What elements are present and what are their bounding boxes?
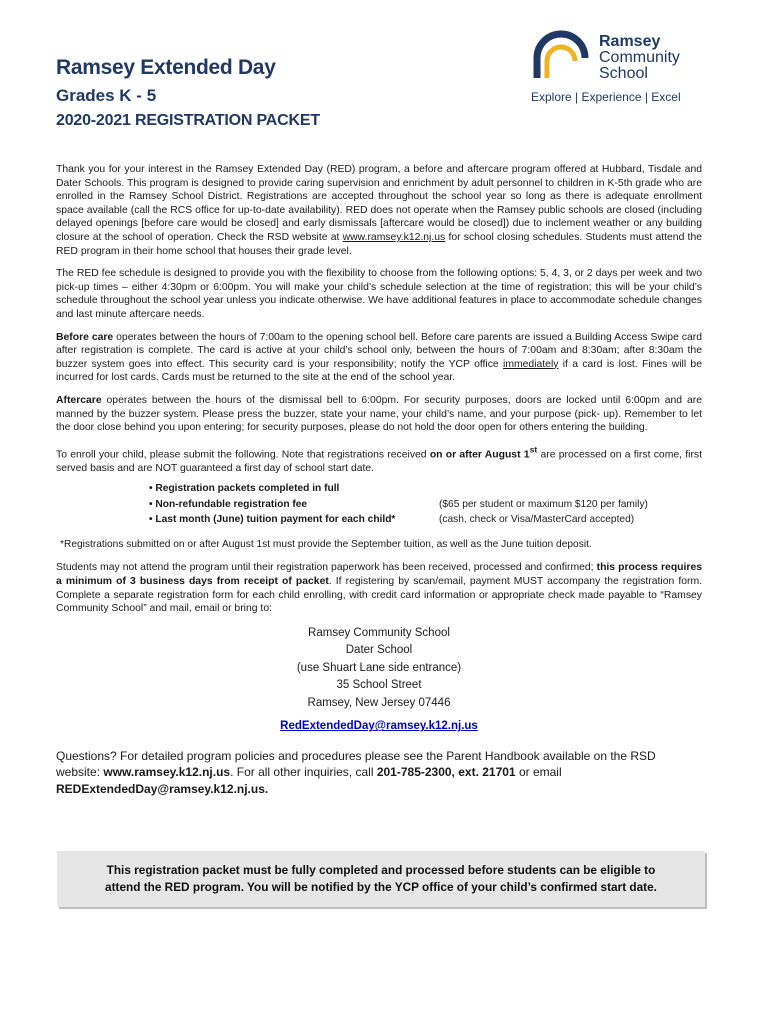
- requirement-item: • Non-refundable registration fee: [149, 498, 308, 510]
- website-text: www.ramsey.k12.nj.us: [103, 765, 231, 780]
- email-link[interactable]: RedExtendedDay@ramsey.k12.nj.us: [280, 720, 478, 733]
- logo-name-line1: Ramsey: [599, 33, 661, 50]
- banner-line: This registration packet must be fully completed and processed before students can be eligible to: [106, 863, 656, 877]
- aftercare-label: Aftercare: [56, 394, 102, 406]
- process-paragraph: [56, 561, 702, 615]
- aftercare-paragraph: [56, 394, 702, 435]
- rsd-website-link[interactable]: www.ramsey.k12.nj.us: [342, 231, 446, 243]
- questions-text-mid: . For all other inquiries, call: [230, 765, 377, 780]
- list-item: [149, 497, 702, 513]
- requirements-list: [149, 481, 702, 528]
- process-text: Students may not attend the program until their registration paperwork has been received, processed and confirmed;: [56, 562, 597, 574]
- address-line: 35 School Street: [336, 679, 422, 692]
- requirement-note: (cash, check or Visa/MasterCard accepted): [439, 514, 635, 526]
- fee-schedule-paragraph: The RED fee schedule is designed to provide you with the flexibility to choose from the following options: 5, 4, 3, or 2 days per week and two pick-up times – either 4:30pm or 6:00pm. You will make your child’s schedule selection at the time of registration; this will be your child’s schedule throughout the school year unless you indicate otherwise. We have additional features in place to accommodate schedule changes and last minute aftercare needs.: [56, 268, 702, 320]
- notice-banner: [57, 851, 705, 907]
- intro-paragraph: [56, 163, 702, 258]
- before-care-text-end: if a card is lost. Fines will be incurred for lost cards. Cards must be returned to the site at the end of the school year.: [56, 358, 702, 384]
- requirement-item: • Last month (June) tuition payment for each child*: [149, 514, 396, 526]
- footnote: *Registrations submitted on or after August 1st must provide the September tuition, as well as the June tuition deposit.: [60, 538, 592, 550]
- mailing-address: [56, 625, 702, 713]
- before-care-text: operates between the hours of 7:00am to the opening school bell. Before care parents are issued a Building Access Swipe card after registration is complete. The card is active at your child’s school only, between the hours of 7:00am and 8:30am; after 8:30am the buzzer system goes into effect. This security card is your responsibility; notify the YCP office: [56, 331, 702, 370]
- address-line: (use Shuart Lane side entrance): [296, 661, 462, 674]
- page-title: Ramsey Extended Day: [56, 56, 276, 79]
- questions-paragraph: [56, 748, 702, 798]
- enroll-paragraph: [56, 444, 702, 476]
- title-block: [56, 56, 320, 130]
- banner-line: attend the RED program. You will be notified by the YCP office of your child’s confirmed start date.: [105, 880, 657, 894]
- school-logo: [529, 28, 719, 108]
- packet-title: [56, 112, 320, 130]
- packet-label: REGISTRATION PACKET: [130, 112, 320, 129]
- immediately-text: immediately: [503, 358, 559, 370]
- questions-text-end: or email: [515, 765, 562, 780]
- contact-email: REDExtendedDay@ramsey.k12.nj.us.: [56, 781, 269, 796]
- logo-name-line2: Community: [599, 49, 680, 66]
- logo-tagline: Explore | Experience | Excel: [531, 90, 681, 104]
- process-text-end: . If registering by scan/email, payment MUST accompany the registration form. Complete a separate registration form for each child enrolling, with credit card information or appropriate check made payable to “Ramsey Community School” and mail, email or bring to:: [56, 576, 702, 615]
- intro-text: Thank you for your interest in the Ramsey Extended Day (RED) program, a before and aftercare program offered at Hubbard, Tisdale and Dater Schools. This program is designed to provide caring supervision and enrichment by adult personnel to children in K-5th grade who are enrolled in the Ramsey School District. Registrations are accepted throughout the school year so long as there is adequate enrollment space available (call the RCS office for up-to-date availability). RED does not operate when the Ramsey public schools are closed (including delayed openings [before care would be closed] and early dismissals [aftercare would be closed]) due to inclement weather or any building closure at the school of operation. Check the RSD website at: [56, 164, 702, 243]
- requirement-item: • Registration packets completed in full: [149, 483, 340, 495]
- list-item: [149, 512, 702, 528]
- enroll-sup: st: [529, 444, 538, 455]
- enroll-text-end: are processed on a first come, first served basis and are NOT guaranteed a first day of school start date.: [56, 449, 702, 474]
- enroll-text: To enroll your child, please submit the following. Note that registrations received: [56, 449, 430, 461]
- grades-label: Grades K - 5: [56, 86, 157, 105]
- address-line: Ramsey, New Jersey 07446: [307, 696, 451, 709]
- document-body: [56, 163, 702, 797]
- before-care-paragraph: [56, 331, 702, 385]
- arch-logo-icon: [529, 28, 593, 82]
- questions-text: Questions? For detailed program policies and procedures please see the Parent Handbook available on the RSD website:: [56, 748, 656, 780]
- phone-number: 201-785-2300, ext. 21701: [376, 765, 516, 780]
- logo-name-line3: School: [599, 65, 648, 82]
- address-line: Dater School: [345, 644, 413, 657]
- list-item: [149, 481, 702, 497]
- aftercare-text: operates between the hours of the dismissal bell to 6:00pm. For security purposes, doors are locked until 6:00pm and are manned by the buzzer system. Please press the buzzer, state your name, your child’s name, and your purpose (pick- up). Remember to let the door close behind you upon entering; for security purposes, please do not hold the door open for others entering the building.: [56, 394, 702, 434]
- packet-year: 2020-2021: [56, 112, 131, 129]
- logo-name: [599, 34, 680, 82]
- requirement-note: ($65 per student or maximum $120 per family): [439, 498, 648, 510]
- address-line: Ramsey Community School: [308, 626, 450, 639]
- enroll-deadline: on or after August 1: [429, 449, 530, 461]
- process-bold: this process requires a minimum of 3 business days from receipt of packet: [56, 562, 702, 588]
- intro-text-end: for school closing schedules. Students must attend the RED program in their home school that houses their grade level.: [56, 231, 703, 257]
- before-care-label: Before care: [56, 331, 114, 343]
